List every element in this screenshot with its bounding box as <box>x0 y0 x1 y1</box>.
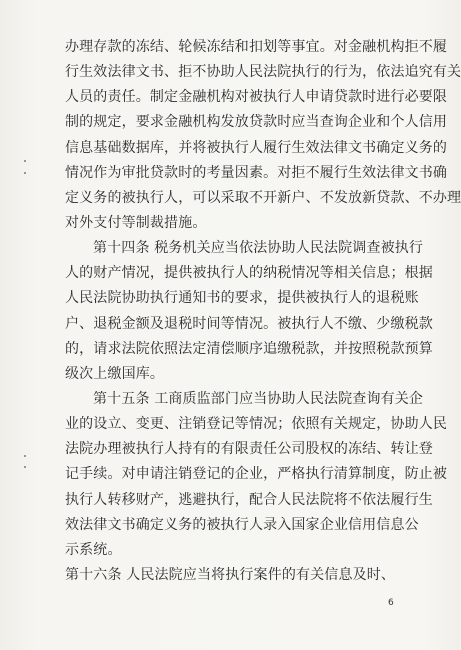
text-line: 户、退税金额及退税时间等情况。被执行人不缴、少缴税款 <box>65 316 433 332</box>
article-16-heading-line: 第十六条 人民法院应当将执行案件的有关信息及时、 <box>65 567 396 583</box>
text-line: 业的设立、变更、注销登记等情况；依照有关规定，协助人民 <box>65 416 448 432</box>
text-line: 行生效法律文书、拒不协助人民法院执行的行为，依法追究有关 <box>65 64 461 80</box>
text-line: 办理存款的冻结、轮候冻结和扣划等事宜。对金融机构拒不履 <box>65 39 448 55</box>
binding-hole-mark <box>24 466 26 468</box>
text-line: 情况作为审批贷款时的考量因素。对拒不履行生效法律文书确 <box>65 165 448 181</box>
text-line: 记手续。对申请注销登记的企业，严格执行清算制度，防止被 <box>65 466 448 482</box>
text-line: 效法律文书确定义务的被执行人录入国家企业信用信息公 <box>65 517 419 533</box>
text-line: 人民法院协助执行通知书的要求，提供被执行人的退税账 <box>65 290 419 306</box>
article-15-heading-line: 第十五条 工商质监部门应当协助人民法院查询有关企 <box>93 391 424 407</box>
binding-hole-mark <box>24 172 26 174</box>
text-line: 法院办理被执行人持有的有限责任公司股权的冻结、转让登 <box>65 441 433 457</box>
text-line: 对外支付等制裁措施。 <box>65 215 207 231</box>
text-line: 人员的责任。制定金融机构对被执行人申请贷款时进行必要限 <box>65 89 448 105</box>
text-line: 示系统。 <box>65 542 122 558</box>
text-line: 信息基础数据库，并将被执行人履行生效法律文书确定义务的 <box>65 140 448 156</box>
text-line: 制的规定，要求金融机构发放贷款时应当查询企业和个人信用 <box>65 114 448 130</box>
binding-hole-mark <box>24 455 26 457</box>
article-14-heading-line: 第十四条 税务机关应当依法协助人民法院调查被执行 <box>93 240 424 256</box>
binding-hole-mark <box>24 160 26 162</box>
text-line: 执行人转移财产，逃避执行，配合人民法院将不依法履行生 <box>65 492 433 508</box>
text-line: 级次上缴国库。 <box>65 366 165 382</box>
text-line: 的，请求法院依照法定清偿顺序追缴税款，并按照税款预算 <box>65 341 433 357</box>
page-number: 6 <box>388 598 394 608</box>
text-line: 人的财产情况，提供被执行人的纳税情况等相关信息；根据 <box>65 265 433 281</box>
text-line: 定义务的被执行人，可以采取不开新户、不发放新贷款、不办理 <box>65 190 461 206</box>
